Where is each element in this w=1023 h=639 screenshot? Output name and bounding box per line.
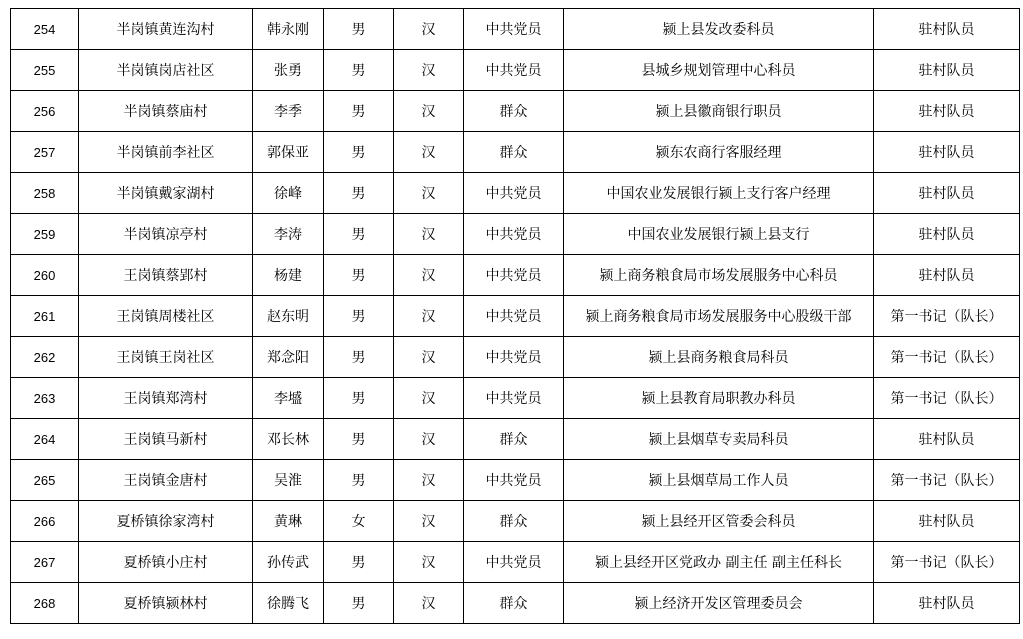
ethnicity-cell: 汉 bbox=[394, 173, 464, 214]
table-row bbox=[11, 542, 1020, 583]
political-status-cell: 中共党员 bbox=[464, 214, 564, 255]
name-cell: 郭保亚 bbox=[253, 132, 324, 173]
row-number: 262 bbox=[11, 337, 79, 378]
village-cell: 夏桥镇颍林村 bbox=[79, 583, 253, 624]
political-status-cell: 群众 bbox=[464, 132, 564, 173]
political-status-cell: 群众 bbox=[464, 419, 564, 460]
row-number: 254 bbox=[11, 9, 79, 50]
work-unit-cell: 颍上经济开发区管理委员会 bbox=[564, 583, 874, 624]
village-cell: 夏桥镇小庄村 bbox=[79, 542, 253, 583]
village-cell: 半岗镇黄连沟村 bbox=[79, 9, 253, 50]
political-status-cell: 中共党员 bbox=[464, 542, 564, 583]
work-unit-cell: 颍上县发改委科员 bbox=[564, 9, 874, 50]
village-cell: 半岗镇凉亭村 bbox=[79, 214, 253, 255]
political-status-cell: 群众 bbox=[464, 91, 564, 132]
ethnicity-cell: 汉 bbox=[394, 9, 464, 50]
name-cell: 邓长林 bbox=[253, 419, 324, 460]
gender-cell: 男 bbox=[324, 460, 394, 501]
role-cell: 驻村队员 bbox=[874, 419, 1020, 460]
work-unit-cell: 颍上县烟草局工作人员 bbox=[564, 460, 874, 501]
row-number: 266 bbox=[11, 501, 79, 542]
political-status-cell: 中共党员 bbox=[464, 9, 564, 50]
table-row bbox=[11, 583, 1020, 624]
table-row bbox=[11, 214, 1020, 255]
gender-cell: 男 bbox=[324, 91, 394, 132]
work-unit-cell: 颍东农商行客服经理 bbox=[564, 132, 874, 173]
role-cell: 驻村队员 bbox=[874, 501, 1020, 542]
work-unit-cell: 中国农业发展银行颍上县支行 bbox=[564, 214, 874, 255]
gender-cell: 男 bbox=[324, 50, 394, 91]
village-cell: 王岗镇郑湾村 bbox=[79, 378, 253, 419]
ethnicity-cell: 汉 bbox=[394, 50, 464, 91]
village-cell: 夏桥镇徐家湾村 bbox=[79, 501, 253, 542]
name-cell: 徐峰 bbox=[253, 173, 324, 214]
row-number: 265 bbox=[11, 460, 79, 501]
gender-cell: 男 bbox=[324, 419, 394, 460]
ethnicity-cell: 汉 bbox=[394, 214, 464, 255]
name-cell: 黄琳 bbox=[253, 501, 324, 542]
name-cell: 郑念阳 bbox=[253, 337, 324, 378]
work-unit-cell: 县城乡规划管理中心科员 bbox=[564, 50, 874, 91]
work-unit-cell: 颍上县商务粮食局科员 bbox=[564, 337, 874, 378]
gender-cell: 男 bbox=[324, 173, 394, 214]
table-row bbox=[11, 173, 1020, 214]
political-status-cell: 中共党员 bbox=[464, 460, 564, 501]
name-cell: 李季 bbox=[253, 91, 324, 132]
row-number: 258 bbox=[11, 173, 79, 214]
name-cell: 张勇 bbox=[253, 50, 324, 91]
row-number: 256 bbox=[11, 91, 79, 132]
role-cell: 驻村队员 bbox=[874, 255, 1020, 296]
gender-cell: 男 bbox=[324, 255, 394, 296]
role-cell: 第一书记（队长） bbox=[874, 460, 1020, 501]
gender-cell: 男 bbox=[324, 583, 394, 624]
role-cell: 第一书记（队长） bbox=[874, 296, 1020, 337]
name-cell: 李涛 bbox=[253, 214, 324, 255]
row-number: 264 bbox=[11, 419, 79, 460]
political-status-cell: 群众 bbox=[464, 583, 564, 624]
gender-cell: 男 bbox=[324, 337, 394, 378]
ethnicity-cell: 汉 bbox=[394, 583, 464, 624]
row-number: 259 bbox=[11, 214, 79, 255]
table-row bbox=[11, 460, 1020, 501]
village-cell: 半岗镇戴家湖村 bbox=[79, 173, 253, 214]
table-row bbox=[11, 50, 1020, 91]
table-row bbox=[11, 501, 1020, 542]
ethnicity-cell: 汉 bbox=[394, 460, 464, 501]
name-cell: 韩永刚 bbox=[253, 9, 324, 50]
name-cell: 杨建 bbox=[253, 255, 324, 296]
ethnicity-cell: 汉 bbox=[394, 132, 464, 173]
role-cell: 驻村队员 bbox=[874, 583, 1020, 624]
ethnicity-cell: 汉 bbox=[394, 378, 464, 419]
village-cell: 王岗镇金唐村 bbox=[79, 460, 253, 501]
ethnicity-cell: 汉 bbox=[394, 542, 464, 583]
gender-cell: 男 bbox=[324, 132, 394, 173]
table-row bbox=[11, 9, 1020, 50]
village-cell: 半岗镇蔡庙村 bbox=[79, 91, 253, 132]
row-number: 263 bbox=[11, 378, 79, 419]
work-unit-cell: 颍上县烟草专卖局科员 bbox=[564, 419, 874, 460]
role-cell: 第一书记（队长） bbox=[874, 378, 1020, 419]
gender-cell: 男 bbox=[324, 9, 394, 50]
ethnicity-cell: 汉 bbox=[394, 91, 464, 132]
political-status-cell: 群众 bbox=[464, 501, 564, 542]
work-unit-cell: 颍上商务粮食局市场发展服务中心科员 bbox=[564, 255, 874, 296]
political-status-cell: 中共党员 bbox=[464, 378, 564, 419]
ethnicity-cell: 汉 bbox=[394, 419, 464, 460]
role-cell: 驻村队员 bbox=[874, 173, 1020, 214]
table-row bbox=[11, 91, 1020, 132]
row-number: 255 bbox=[11, 50, 79, 91]
village-cell: 半岗镇前李社区 bbox=[79, 132, 253, 173]
work-unit-cell: 颍上商务粮食局市场发展服务中心股级干部 bbox=[564, 296, 874, 337]
ethnicity-cell: 汉 bbox=[394, 296, 464, 337]
name-cell: 李墭 bbox=[253, 378, 324, 419]
row-number: 261 bbox=[11, 296, 79, 337]
personnel-table bbox=[10, 8, 1020, 624]
ethnicity-cell: 汉 bbox=[394, 501, 464, 542]
role-cell: 驻村队员 bbox=[874, 50, 1020, 91]
work-unit-cell: 颍上县教育局职教办科员 bbox=[564, 378, 874, 419]
table-body bbox=[11, 9, 1020, 624]
table-row bbox=[11, 296, 1020, 337]
role-cell: 驻村队员 bbox=[874, 132, 1020, 173]
ethnicity-cell: 汉 bbox=[394, 255, 464, 296]
village-cell: 王岗镇马新村 bbox=[79, 419, 253, 460]
name-cell: 赵东明 bbox=[253, 296, 324, 337]
village-cell: 半岗镇岗店社区 bbox=[79, 50, 253, 91]
gender-cell: 男 bbox=[324, 296, 394, 337]
table-row bbox=[11, 255, 1020, 296]
work-unit-cell: 颍上县经开区管委会科员 bbox=[564, 501, 874, 542]
work-unit-cell: 中国农业发展银行颍上支行客户经理 bbox=[564, 173, 874, 214]
role-cell: 驻村队员 bbox=[874, 214, 1020, 255]
table-row bbox=[11, 337, 1020, 378]
row-number: 257 bbox=[11, 132, 79, 173]
role-cell: 第一书记（队长） bbox=[874, 337, 1020, 378]
role-cell: 第一书记（队长） bbox=[874, 542, 1020, 583]
name-cell: 孙传武 bbox=[253, 542, 324, 583]
role-cell: 驻村队员 bbox=[874, 91, 1020, 132]
village-cell: 王岗镇蔡郢村 bbox=[79, 255, 253, 296]
village-cell: 王岗镇周楼社区 bbox=[79, 296, 253, 337]
ethnicity-cell: 汉 bbox=[394, 337, 464, 378]
work-unit-cell: 颍上县徽商银行职员 bbox=[564, 91, 874, 132]
table-row bbox=[11, 419, 1020, 460]
table-row bbox=[11, 378, 1020, 419]
table-row bbox=[11, 132, 1020, 173]
political-status-cell: 中共党员 bbox=[464, 50, 564, 91]
gender-cell: 男 bbox=[324, 378, 394, 419]
work-unit-cell: 颍上县经开区党政办 副主任 副主任科长 bbox=[564, 542, 874, 583]
gender-cell: 男 bbox=[324, 542, 394, 583]
gender-cell: 男 bbox=[324, 214, 394, 255]
row-number: 267 bbox=[11, 542, 79, 583]
row-number: 260 bbox=[11, 255, 79, 296]
political-status-cell: 中共党员 bbox=[464, 337, 564, 378]
political-status-cell: 中共党员 bbox=[464, 173, 564, 214]
gender-cell: 女 bbox=[324, 501, 394, 542]
name-cell: 吴淮 bbox=[253, 460, 324, 501]
political-status-cell: 中共党员 bbox=[464, 296, 564, 337]
village-cell: 王岗镇王岗社区 bbox=[79, 337, 253, 378]
name-cell: 徐腾飞 bbox=[253, 583, 324, 624]
row-number: 268 bbox=[11, 583, 79, 624]
political-status-cell: 中共党员 bbox=[464, 255, 564, 296]
role-cell: 驻村队员 bbox=[874, 9, 1020, 50]
